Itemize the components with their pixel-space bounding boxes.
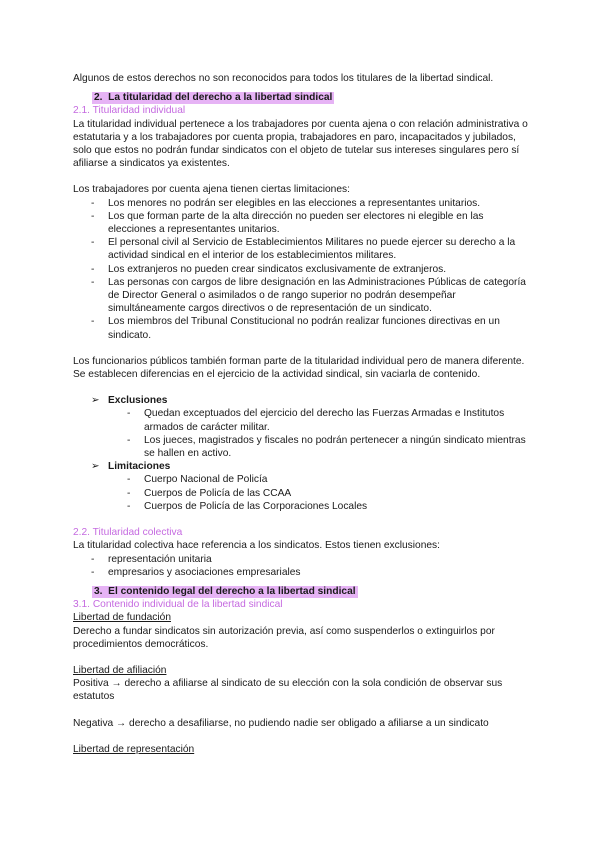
- subsection-2-2-heading: 2.2. Titularidad colectiva: [73, 527, 183, 539]
- list-item: - El personal civil al Servicio de Establecimientos Militares no puede ejercer su derecho a la actividad sindical en el interior de los establecimientos militares.: [73, 236, 528, 262]
- list-item: - Los que forman parte de la alta dirección no pueden ser electores ni elegible en las elecciones a representantes unitarios.: [73, 210, 528, 236]
- afiliacion-negativa: Negativa → derecho a desafiliarse, no pudiendo nadie ser obligado a afiliarse a un sindicato: [73, 717, 489, 729]
- list-item: - Quedan exceptuados del ejercicio del derecho las Fuerzas Armadas e Institutos armados de carácter militar.: [73, 407, 528, 433]
- funcionarios-paragraph: Los funcionarios públicos también forman parte de la titularidad individual pero de manera diferente. Se establecen diferencias en el ejercicio de la actividad sindical, sin vaciarla de contenido.: [73, 355, 525, 381]
- list-item: - Cuerpos de Policía de las CCAA: [73, 487, 528, 500]
- list-item: - Los extranjeros no pueden crear sindicatos exclusivamente de extranjeros.: [73, 263, 528, 276]
- subsection-2-1-heading: 2.1. Titularidad individual: [73, 105, 186, 117]
- limitaciones-intro: Los trabajadores por cuenta ajena tienen ciertas limitaciones:: [73, 184, 350, 196]
- list-item: - Cuerpos de Policía de las Corporaciones Locales: [73, 500, 528, 513]
- titularidad-colectiva-paragraph: La titularidad colectiva hace referencia a los sindicatos. Estos tienen exclusiones:: [73, 540, 440, 552]
- arrow-bullet-icon: ➢: [91, 395, 100, 407]
- list-item: - empresarios y asociaciones empresariales: [73, 566, 528, 579]
- list-item: - Cuerpo Nacional de Policía: [73, 473, 528, 486]
- limitations-list: [73, 197, 528, 342]
- exclusiones-heading: ➢ Exclusiones: [91, 395, 168, 407]
- list-item: - Los menores no podrán ser elegibles en las elecciones a representantes unitarios.: [73, 197, 528, 210]
- arrow-bullet-icon: ➢: [91, 461, 100, 473]
- representacion-title: Libertad de representación: [73, 743, 195, 755]
- subsection-3-1-heading: 3.1. Contenido individual de la libertad sindical: [73, 599, 283, 611]
- police-list: [73, 473, 528, 513]
- fundacion-text: Derecho a fundar sindicatos sin autorización previa, así como suspenderlos o extinguirlos por procedimientos democráticos.: [73, 625, 495, 650]
- afiliacion-title: Libertad de afiliación: [73, 664, 167, 676]
- list-item: - Los miembros del Tribunal Constitucional no podrán realizar funciones directivas en un sindicato.: [73, 315, 528, 341]
- section-2-heading: 2. La titularidad del derecho a la libertad sindical: [94, 92, 333, 104]
- intro-paragraph: Algunos de estos derechos no son reconocidos para todos los titulares de la libertad sindical.: [73, 73, 494, 84]
- list-item: - representación unitaria: [73, 553, 528, 566]
- fundacion-title: Libertad de fundación: [73, 612, 171, 624]
- afiliacion-positiva: Positiva → derecho a afiliarse al sindicato de su elección con la sola condición de observar sus estatutos: [73, 678, 503, 703]
- colectiva-exclusions-list: [73, 553, 528, 579]
- list-item: - Las personas con cargos de libre designación en las Administraciones Públicas de categoría de Director General o asimilados o de rango superior no podrán desempeñar simultáneamente cargos directivos o de representación de un sindicato.: [73, 276, 528, 316]
- section-3-heading: 3. El contenido legal del derecho a la libertad sindical: [94, 585, 356, 597]
- exclusions-list: [73, 407, 528, 460]
- limitaciones-heading: ➢ Limitaciones: [91, 461, 171, 473]
- titularidad-individual-paragraph: La titularidad individual pertenece a los trabajadores por cuenta ajena o con relación administrativa o estatutaria y a los trabajadores por cuenta propia, trabajadores en paro, incapacitados y jubilados, solo que estos no podrán fundar sindicatos con el objeto de tutelar sus intereses singulares pero sí afiliarse a sindicatos ya existentes.: [73, 118, 528, 170]
- list-item: - Los jueces, magistrados y fiscales no podrán pertenecer a ningún sindicato mientras se hallen en activo.: [73, 434, 528, 460]
